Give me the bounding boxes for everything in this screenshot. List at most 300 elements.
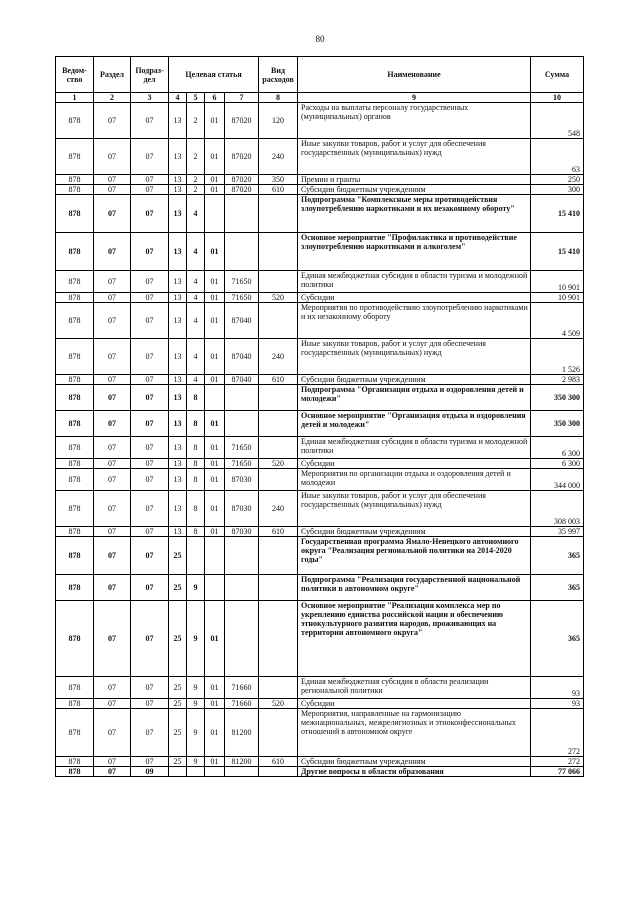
item-name: Основное мероприятие "Организация отдыха и оздоровления детей и молодежи"	[298, 411, 531, 437]
subsection-code: 07	[131, 175, 169, 185]
target-code-2: 8	[187, 469, 205, 491]
item-name: Основное мероприятие "Профилактика и противодействие злоупотреблению наркотиками и алкоголем"	[298, 233, 531, 271]
expense-type-code: 240	[259, 339, 298, 375]
expense-type-code	[259, 437, 298, 459]
subsection-code: 07	[131, 469, 169, 491]
target-code-2: 8	[187, 385, 205, 411]
target-code-3: 01	[205, 339, 225, 375]
header-sum: Сумма	[531, 57, 584, 93]
subsection-code: 07	[131, 601, 169, 677]
item-sum: 272	[531, 757, 584, 767]
target-code-4: 87040	[225, 375, 259, 385]
target-code-4	[225, 575, 259, 601]
item-sum: 15 410	[531, 195, 584, 233]
target-code-4: 71660	[225, 699, 259, 709]
item-name: Субсидии	[298, 699, 531, 709]
subsection-code: 07	[131, 271, 169, 293]
index-cell: 1	[56, 93, 94, 103]
header-razdel: Раздел	[94, 57, 131, 93]
subsection-code: 07	[131, 757, 169, 767]
expense-type-code	[259, 233, 298, 271]
target-code-3: 01	[205, 757, 225, 767]
expense-type-code	[259, 709, 298, 757]
item-name: Другие вопросы в области образования	[298, 767, 531, 777]
subsection-code: 07	[131, 527, 169, 537]
target-code-1: 13	[169, 411, 187, 437]
expense-type-code: 350	[259, 175, 298, 185]
table-row	[56, 195, 584, 233]
department-code: 878	[56, 677, 94, 699]
target-code-4: 81200	[225, 709, 259, 757]
expense-type-code: 240	[259, 139, 298, 175]
item-name: Подпрограмма "Организация отдыха и оздоровления детей и молодежи"	[298, 385, 531, 411]
section-code: 07	[94, 699, 131, 709]
item-sum: 10 901	[531, 293, 584, 303]
section-code: 07	[94, 537, 131, 575]
target-code-2: 4	[187, 271, 205, 293]
section-code: 07	[94, 233, 131, 271]
target-code-1: 13	[169, 175, 187, 185]
item-sum: 77 066	[531, 767, 584, 777]
item-sum: 350 300	[531, 411, 584, 437]
expense-type-code: 520	[259, 459, 298, 469]
table-row	[56, 699, 584, 709]
department-code: 878	[56, 385, 94, 411]
target-code-3: 01	[205, 699, 225, 709]
target-code-1: 25	[169, 677, 187, 699]
subsection-code: 07	[131, 233, 169, 271]
item-sum: 365	[531, 601, 584, 677]
table-row	[56, 537, 584, 575]
section-code: 07	[94, 411, 131, 437]
target-code-4: 87020	[225, 139, 259, 175]
section-code: 07	[94, 303, 131, 339]
item-sum: 10 901	[531, 271, 584, 293]
target-code-1: 25	[169, 699, 187, 709]
target-code-4: 87030	[225, 527, 259, 537]
target-code-4: 87030	[225, 469, 259, 491]
header-row	[56, 57, 584, 93]
target-code-1: 13	[169, 195, 187, 233]
target-code-2	[187, 767, 205, 777]
target-code-3: 01	[205, 175, 225, 185]
target-code-4	[225, 767, 259, 777]
subsection-code: 07	[131, 699, 169, 709]
target-code-2: 2	[187, 185, 205, 195]
target-code-1: 13	[169, 233, 187, 271]
table-row	[56, 303, 584, 339]
target-code-3: 01	[205, 233, 225, 271]
expense-type-code	[259, 575, 298, 601]
item-name: Основное мероприятие "Реализация комплекса мер по укреплению единства российской нации и обеспечению этнокультурного развития народов, проживающих на территории автономного округа"	[298, 601, 531, 677]
department-code: 878	[56, 293, 94, 303]
department-code: 878	[56, 339, 94, 375]
item-sum: 250	[531, 175, 584, 185]
expense-type-code: 610	[259, 757, 298, 767]
section-code: 07	[94, 375, 131, 385]
section-code: 07	[94, 175, 131, 185]
target-code-2: 9	[187, 677, 205, 699]
table-row	[56, 375, 584, 385]
expense-type-code	[259, 195, 298, 233]
item-name: Премии и гранты	[298, 175, 531, 185]
target-code-3: 01	[205, 293, 225, 303]
target-code-3: 01	[205, 437, 225, 459]
target-code-1: 13	[169, 469, 187, 491]
item-sum: 308 003	[531, 491, 584, 527]
expense-type-code	[259, 385, 298, 411]
item-name: Субсидии бюджетным учреждениям	[298, 375, 531, 385]
expense-type-code	[259, 537, 298, 575]
target-code-2: 2	[187, 175, 205, 185]
item-name: Субсидии бюджетным учреждениям	[298, 527, 531, 537]
target-code-2: 8	[187, 437, 205, 459]
item-name: Подпрограмма "Комплексные меры противодействия злоупотреблению наркотиками и их незаконному обороту"	[298, 195, 531, 233]
index-cell: 10	[531, 93, 584, 103]
section-code: 07	[94, 459, 131, 469]
target-code-3: 01	[205, 303, 225, 339]
table-row	[56, 575, 584, 601]
target-code-4: 71650	[225, 437, 259, 459]
table-row	[56, 491, 584, 527]
target-code-3: 01	[205, 271, 225, 293]
item-sum: 2 983	[531, 375, 584, 385]
target-code-2: 8	[187, 527, 205, 537]
section-code: 07	[94, 293, 131, 303]
section-code: 07	[94, 385, 131, 411]
target-code-4: 87020	[225, 103, 259, 139]
expense-type-code: 520	[259, 699, 298, 709]
target-code-2: 2	[187, 103, 205, 139]
subsection-code: 07	[131, 385, 169, 411]
header-expense-type: Вид расходов	[259, 57, 298, 93]
index-cell: 6	[205, 93, 225, 103]
target-code-1: 13	[169, 437, 187, 459]
table-row	[56, 601, 584, 677]
target-code-1: 13	[169, 375, 187, 385]
target-code-3: 01	[205, 491, 225, 527]
budget-table	[55, 56, 584, 777]
subsection-code: 07	[131, 437, 169, 459]
item-name: Субсидии бюджетным учреждениям	[298, 185, 531, 195]
target-code-3: 01	[205, 185, 225, 195]
target-code-1: 13	[169, 303, 187, 339]
item-name: Расходы на выплаты персоналу государственных (муниципальных) органов	[298, 103, 531, 139]
department-code: 878	[56, 757, 94, 767]
index-cell: 2	[94, 93, 131, 103]
target-code-2: 9	[187, 709, 205, 757]
target-code-3: 01	[205, 469, 225, 491]
target-code-1: 13	[169, 271, 187, 293]
subsection-code: 07	[131, 677, 169, 699]
department-code: 878	[56, 303, 94, 339]
table-row	[56, 767, 584, 777]
item-name: Единая межбюджетная субсидия в области туризма и молодежной политики	[298, 271, 531, 293]
target-code-3: 01	[205, 459, 225, 469]
target-code-4: 71650	[225, 271, 259, 293]
subsection-code: 07	[131, 709, 169, 757]
target-code-2: 9	[187, 699, 205, 709]
target-code-4: 71650	[225, 293, 259, 303]
department-code: 878	[56, 491, 94, 527]
section-code: 07	[94, 757, 131, 767]
target-code-4	[225, 233, 259, 271]
department-code: 878	[56, 437, 94, 459]
target-code-2: 4	[187, 339, 205, 375]
target-code-2: 2	[187, 139, 205, 175]
section-code: 07	[94, 339, 131, 375]
table-row	[56, 271, 584, 293]
department-code: 878	[56, 699, 94, 709]
target-code-4	[225, 195, 259, 233]
target-code-1: 25	[169, 575, 187, 601]
target-code-3: 01	[205, 103, 225, 139]
item-name: Подпрограмма "Реализация государственной национальной политики в автономном округе"	[298, 575, 531, 601]
department-code: 878	[56, 375, 94, 385]
item-sum: 6 300	[531, 437, 584, 459]
target-code-3: 01	[205, 677, 225, 699]
target-code-4: 71660	[225, 677, 259, 699]
expense-type-code	[259, 767, 298, 777]
item-name: Государственная программа Ямало-Ненецкого автономного округа "Реализация региональной политики на 2014-2020 годы"	[298, 537, 531, 575]
subsection-code: 09	[131, 767, 169, 777]
target-code-4: 71650	[225, 459, 259, 469]
index-cell: 3	[131, 93, 169, 103]
target-code-3: 01	[205, 527, 225, 537]
target-code-3	[205, 195, 225, 233]
section-code: 07	[94, 139, 131, 175]
section-code: 07	[94, 185, 131, 195]
target-code-1: 13	[169, 185, 187, 195]
subsection-code: 07	[131, 195, 169, 233]
target-code-2: 8	[187, 411, 205, 437]
department-code: 878	[56, 195, 94, 233]
expense-type-code	[259, 271, 298, 293]
department-code: 878	[56, 233, 94, 271]
item-name: Субсидии бюджетным учреждениям	[298, 757, 531, 767]
table-row	[56, 233, 584, 271]
item-name: Единая межбюджетная субсидия в области туризма и молодежной политики	[298, 437, 531, 459]
item-name: Мероприятия по организации отдыха и оздоровления детей и молодежи	[298, 469, 531, 491]
department-code: 878	[56, 601, 94, 677]
target-code-4: 81200	[225, 757, 259, 767]
header-vedomstvo: Ведом-ство	[56, 57, 94, 93]
item-name: Субсидии	[298, 293, 531, 303]
target-code-3: 01	[205, 601, 225, 677]
section-code: 07	[94, 601, 131, 677]
target-code-2: 8	[187, 459, 205, 469]
table-row	[56, 459, 584, 469]
index-cell: 5	[187, 93, 205, 103]
target-code-1: 13	[169, 527, 187, 537]
item-name: Мероприятия по противодействию злоупотреблению наркотиками и их незаконному обороту	[298, 303, 531, 339]
header-target-article: Целевая статья	[169, 57, 259, 93]
item-sum: 365	[531, 575, 584, 601]
expense-type-code	[259, 677, 298, 699]
department-code: 878	[56, 459, 94, 469]
subsection-code: 07	[131, 139, 169, 175]
section-code: 07	[94, 437, 131, 459]
target-code-1: 25	[169, 757, 187, 767]
subsection-code: 07	[131, 459, 169, 469]
department-code: 878	[56, 103, 94, 139]
table-row	[56, 677, 584, 699]
target-code-1: 13	[169, 139, 187, 175]
section-code: 07	[94, 709, 131, 757]
table-row	[56, 185, 584, 195]
target-code-2: 4	[187, 303, 205, 339]
target-code-3: 01	[205, 411, 225, 437]
target-code-4: 87020	[225, 175, 259, 185]
target-code-3	[205, 537, 225, 575]
target-code-1: 25	[169, 601, 187, 677]
subsection-code: 07	[131, 491, 169, 527]
expense-type-code	[259, 411, 298, 437]
target-code-2: 9	[187, 757, 205, 767]
target-code-2: 4	[187, 233, 205, 271]
subsection-code: 07	[131, 103, 169, 139]
target-code-2: 4	[187, 195, 205, 233]
table-row	[56, 709, 584, 757]
department-code: 878	[56, 271, 94, 293]
item-name: Единая межбюджетная субсидия в области реализации региональной политики	[298, 677, 531, 699]
target-code-1: 13	[169, 339, 187, 375]
department-code: 878	[56, 469, 94, 491]
item-sum: 6 300	[531, 459, 584, 469]
index-cell: 9	[298, 93, 531, 103]
target-code-4: 87020	[225, 185, 259, 195]
target-code-1: 25	[169, 537, 187, 575]
target-code-1: 13	[169, 385, 187, 411]
target-code-3: 01	[205, 709, 225, 757]
subsection-code: 07	[131, 537, 169, 575]
expense-type-code: 610	[259, 527, 298, 537]
subsection-code: 07	[131, 303, 169, 339]
item-sum: 272	[531, 709, 584, 757]
subsection-code: 07	[131, 293, 169, 303]
target-code-3: 01	[205, 375, 225, 385]
section-code: 07	[94, 575, 131, 601]
department-code: 878	[56, 175, 94, 185]
item-sum: 15 410	[531, 233, 584, 271]
page-number: 80	[315, 34, 325, 44]
table-row	[56, 757, 584, 767]
target-code-3	[205, 385, 225, 411]
table-row	[56, 339, 584, 375]
header-podrazdel: Подраз-дел	[131, 57, 169, 93]
section-code: 07	[94, 677, 131, 699]
department-code: 878	[56, 575, 94, 601]
expense-type-code	[259, 303, 298, 339]
item-sum: 300	[531, 185, 584, 195]
expense-type-code	[259, 469, 298, 491]
table-row	[56, 293, 584, 303]
target-code-4	[225, 385, 259, 411]
item-sum: 93	[531, 677, 584, 699]
target-code-3	[205, 767, 225, 777]
expense-type-code: 240	[259, 491, 298, 527]
target-code-4: 87040	[225, 339, 259, 375]
item-name: Иные закупки товаров, работ и услуг для обеспечения государственных (муниципальных) нужд	[298, 339, 531, 375]
target-code-4: 87030	[225, 491, 259, 527]
department-code: 878	[56, 411, 94, 437]
target-code-4: 87040	[225, 303, 259, 339]
subsection-code: 07	[131, 411, 169, 437]
target-code-3	[205, 575, 225, 601]
index-cell: 8	[259, 93, 298, 103]
expense-type-code: 120	[259, 103, 298, 139]
table-row	[56, 175, 584, 185]
target-code-3: 01	[205, 139, 225, 175]
item-sum: 344 000	[531, 469, 584, 491]
section-code: 07	[94, 767, 131, 777]
target-code-4	[225, 601, 259, 677]
item-sum: 35 997	[531, 527, 584, 537]
item-sum: 1 526	[531, 339, 584, 375]
table-row	[56, 103, 584, 139]
section-code: 07	[94, 271, 131, 293]
table-row	[56, 527, 584, 537]
expense-type-code	[259, 601, 298, 677]
item-name: Субсидии	[298, 459, 531, 469]
target-code-1	[169, 767, 187, 777]
table-row	[56, 411, 584, 437]
target-code-1: 13	[169, 293, 187, 303]
department-code: 878	[56, 185, 94, 195]
item-name: Мероприятия, направленные на гармонизацию межнациональных, межрелигиозных и этноконфессиональных отношений в автономном округе	[298, 709, 531, 757]
subsection-code: 07	[131, 375, 169, 385]
item-name: Иные закупки товаров, работ и услуг для обеспечения государственных (муниципальных) нужд	[298, 139, 531, 175]
section-code: 07	[94, 195, 131, 233]
table-row	[56, 139, 584, 175]
department-code: 878	[56, 709, 94, 757]
target-code-2: 9	[187, 575, 205, 601]
target-code-2: 9	[187, 601, 205, 677]
target-code-2: 4	[187, 293, 205, 303]
subsection-code: 07	[131, 575, 169, 601]
table-row	[56, 385, 584, 411]
target-code-4	[225, 537, 259, 575]
target-code-2	[187, 537, 205, 575]
target-code-1: 25	[169, 709, 187, 757]
item-sum: 63	[531, 139, 584, 175]
section-code: 07	[94, 491, 131, 527]
item-sum: 93	[531, 699, 584, 709]
expense-type-code: 520	[259, 293, 298, 303]
target-code-2: 4	[187, 375, 205, 385]
section-code: 07	[94, 527, 131, 537]
target-code-4	[225, 411, 259, 437]
table-row	[56, 437, 584, 459]
header-name: Наименование	[298, 57, 531, 93]
section-code: 07	[94, 469, 131, 491]
department-code: 878	[56, 527, 94, 537]
column-index-row	[56, 93, 584, 103]
target-code-1: 13	[169, 459, 187, 469]
table-row	[56, 469, 584, 491]
index-cell: 7	[225, 93, 259, 103]
item-name: Иные закупки товаров, работ и услуг для обеспечения государственных (муниципальных) нужд	[298, 491, 531, 527]
index-cell: 4	[169, 93, 187, 103]
subsection-code: 07	[131, 185, 169, 195]
department-code: 878	[56, 139, 94, 175]
expense-type-code: 610	[259, 375, 298, 385]
item-sum: 4 509	[531, 303, 584, 339]
target-code-1: 13	[169, 103, 187, 139]
department-code: 878	[56, 537, 94, 575]
item-sum: 548	[531, 103, 584, 139]
target-code-1: 13	[169, 491, 187, 527]
